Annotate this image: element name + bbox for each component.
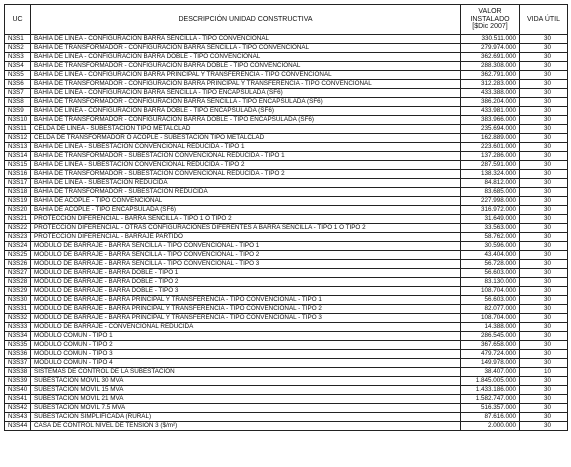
cell-uc: N3S15: [5, 161, 31, 170]
cell-descripcion: CELDA DE TRANSFORMADOR O ACOPLE - SUBESTACIÓN TIPO METALCLAD: [31, 134, 461, 143]
cell-valor-instalado: 227.998.000: [461, 197, 520, 206]
cell-vida-util: 30: [520, 215, 568, 224]
cell-descripcion: CASA DE CONTROL NIVEL DE TENSIÓN 3 ($/m²): [31, 422, 461, 431]
table-row: [5, 206, 568, 215]
cell-vida-util: 30: [520, 296, 568, 305]
cell-uc: N3S39: [5, 377, 31, 386]
cell-descripcion: MÓDULO COMÚN - TIPO 2: [31, 341, 461, 350]
cell-uc: N3S31: [5, 305, 31, 314]
cell-uc: N3S12: [5, 134, 31, 143]
cell-vida-util: 30: [520, 233, 568, 242]
table-row: [5, 197, 568, 206]
cell-descripcion: BAHÍA DE LÍNEA - CONFIGURACIÓN BARRA DOBLE - TIPO CONVENCIONAL: [31, 53, 461, 62]
cell-valor-instalado: 83.685.000: [461, 188, 520, 197]
cell-uc: N3S10: [5, 116, 31, 125]
cell-valor-instalado: 279.974.000: [461, 44, 520, 53]
cell-uc: N3S44: [5, 422, 31, 431]
cell-vida-util: 30: [520, 224, 568, 233]
cell-uc: N3S21: [5, 215, 31, 224]
cell-uc: N3S28: [5, 278, 31, 287]
cell-valor-instalado: 56.728.000: [461, 260, 520, 269]
cell-valor-instalado: 330.511.000: [461, 35, 520, 44]
table-row: [5, 125, 568, 134]
cell-valor-instalado: 288.308.000: [461, 62, 520, 71]
cell-descripcion: MÓDULO DE BARRAJE - BARRA DOBLE - TIPO 3: [31, 287, 461, 296]
table-row: [5, 350, 568, 359]
cell-vida-util: 30: [520, 314, 568, 323]
cell-descripcion: MÓDULO DE BARRAJE - BARRA PRINCIPAL Y TRANSFERENCIA - TIPO CONVENCIONAL - TIPO 1: [31, 296, 461, 305]
cell-descripcion: SUBESTACIÓN MÓVIL 15 MVA: [31, 386, 461, 395]
table-row: [5, 404, 568, 413]
table-row: [5, 386, 568, 395]
cell-valor-instalado: 56.603.000: [461, 296, 520, 305]
table-row: [5, 134, 568, 143]
cell-descripcion: PROTECCIÓN DIFERENCIAL - BARRA SENCILLA - TIPO 1 O TIPO 2: [31, 215, 461, 224]
table-row: [5, 314, 568, 323]
cell-valor-instalado: 1.845.005.000: [461, 377, 520, 386]
cell-vida-util: 30: [520, 89, 568, 98]
table-row: [5, 143, 568, 152]
cell-vida-util: 30: [520, 269, 568, 278]
cell-vida-util: 30: [520, 359, 568, 368]
cell-vida-util: 30: [520, 305, 568, 314]
cell-valor-instalado: 383.966.000: [461, 116, 520, 125]
cell-vida-util: 30: [520, 287, 568, 296]
cell-descripcion: BAHÍA DE LÍNEA - CONFIGURACIÓN BARRA PRINCIPAL Y TRANSFERENCIA - TIPO CONVENCIONAL: [31, 71, 461, 80]
cell-vida-util: 30: [520, 206, 568, 215]
table-row: [5, 215, 568, 224]
cell-descripcion: BAHÍA DE TRANSFORMADOR - CONFIGURACIÓN BARRA DOBLE - TIPO ENCAPSULADA (SF6): [31, 116, 461, 125]
cell-uc: N3S33: [5, 323, 31, 332]
cell-valor-instalado: 362.691.000: [461, 53, 520, 62]
cell-uc: N3S4: [5, 62, 31, 71]
cell-vida-util: 30: [520, 152, 568, 161]
cell-valor-instalado: 38.407.000: [461, 368, 520, 377]
cell-valor-instalado: 14.388.000: [461, 323, 520, 332]
cell-descripcion: BAHÍA DE LÍNEA - SUBESTACIÓN CONVENCIONAL REDUCIDA - TIPO 1: [31, 143, 461, 152]
table-row: [5, 377, 568, 386]
cell-descripcion: BAHÍA DE TRANSFORMADOR - CONFIGURACIÓN BARRA DOBLE - TIPO CONVENCIONAL: [31, 62, 461, 71]
table-row: [5, 395, 568, 404]
cell-descripcion: MÓDULO DE BARRAJE - BARRA SENCILLA - TIPO CONVENCIONAL - TIPO 1: [31, 242, 461, 251]
cell-valor-instalado: 137.286.000: [461, 152, 520, 161]
cell-valor-instalado: 108.704.000: [461, 287, 520, 296]
cell-vida-util: 10: [520, 368, 568, 377]
cell-uc: N3S36: [5, 350, 31, 359]
table-row: [5, 62, 568, 71]
cell-vida-util: 30: [520, 62, 568, 71]
cell-descripcion: SUBESTACIÓN MÓVIL 21 MVA: [31, 395, 461, 404]
cell-descripcion: BAHÍA DE TRANSFORMADOR - CONFIGURACIÓN BARRA SENCILLA - TIPO CONVENCIONAL: [31, 44, 461, 53]
cell-valor-instalado: 56.603.000: [461, 269, 520, 278]
cell-valor-instalado: 386.204.000: [461, 98, 520, 107]
table-row: [5, 233, 568, 242]
cell-uc: N3S35: [5, 341, 31, 350]
cell-vida-util: 30: [520, 143, 568, 152]
cell-descripcion: BAHÍA DE TRANSFORMADOR - SUBESTACIÓN CONVENCIONAL REDUCIDA - TIPO 1: [31, 152, 461, 161]
table-row: [5, 287, 568, 296]
cell-valor-instalado: 108.704.000: [461, 314, 520, 323]
cell-vida-util: 30: [520, 242, 568, 251]
cell-valor-instalado: 223.601.000: [461, 143, 520, 152]
cell-uc: N3S25: [5, 251, 31, 260]
table-row: [5, 269, 568, 278]
table-row: [5, 152, 568, 161]
cell-valor-instalado: 31.649.000: [461, 215, 520, 224]
header-vida-util: VIDA ÚTIL: [520, 5, 568, 35]
cell-valor-instalado: 33.563.000: [461, 224, 520, 233]
cell-vida-util: 30: [520, 116, 568, 125]
cell-descripcion: MÓDULO DE BARRAJE - BARRA PRINCIPAL Y TRANSFERENCIA - TIPO CONVENCIONAL - TIPO 2: [31, 305, 461, 314]
table-row: [5, 188, 568, 197]
cell-descripcion: MÓDULO DE BARRAJE - BARRA DOBLE - TIPO 2: [31, 278, 461, 287]
cell-uc: N3S17: [5, 179, 31, 188]
header-valor-line1: VALOR: [478, 8, 502, 16]
cell-uc: N3S2: [5, 44, 31, 53]
table-row: [5, 170, 568, 179]
cell-vida-util: 30: [520, 107, 568, 116]
cell-descripcion: MÓDULO COMÚN - TIPO 1: [31, 332, 461, 341]
cell-descripcion: BAHÍA DE TRANSFORMADOR - SUBESTACIÓN CONVENCIONAL REDUCIDA - TIPO 2: [31, 170, 461, 179]
cell-uc: N3S38: [5, 368, 31, 377]
cell-uc: N3S24: [5, 242, 31, 251]
cell-vida-util: 30: [520, 98, 568, 107]
table-row: [5, 359, 568, 368]
cell-vida-util: 30: [520, 404, 568, 413]
cell-uc: N3S5: [5, 71, 31, 80]
cell-descripcion: PROTECCIÓN DIFERENCIAL - OTRAS CONFIGURACIONES DIFERENTES A BARRA SENCILLA - TIPO 1 O TIPO 2: [31, 224, 461, 233]
cell-descripcion: SISTEMAS DE CONTROL DE LA SUBESTACIÓN: [31, 368, 461, 377]
table-row: [5, 251, 568, 260]
cell-descripcion: MÓDULO COMÚN - TIPO 3: [31, 350, 461, 359]
table-row: [5, 224, 568, 233]
header-valor-line3: [$Dic 2007]: [472, 23, 508, 31]
cell-uc: N3S19: [5, 197, 31, 206]
cell-vida-util: 30: [520, 170, 568, 179]
cell-valor-instalado: 149.978.000: [461, 359, 520, 368]
cell-valor-instalado: 82.077.000: [461, 305, 520, 314]
cell-vida-util: 30: [520, 332, 568, 341]
cell-valor-instalado: 1.582.747.000: [461, 395, 520, 404]
table-row: [5, 305, 568, 314]
cell-vida-util: 30: [520, 395, 568, 404]
cell-uc: N3S13: [5, 143, 31, 152]
cell-uc: N3S11: [5, 125, 31, 134]
cell-valor-instalado: 235.694.000: [461, 125, 520, 134]
cell-descripcion: BAHÍA DE TRANSFORMADOR - SUBESTACIÓN REDUCIDA: [31, 188, 461, 197]
cell-uc: N3S14: [5, 152, 31, 161]
cell-descripcion: PROTECCIÓN DIFERENCIAL - BARRAJE PARTIDO: [31, 233, 461, 242]
cell-descripcion: BAHÍA DE LÍNEA - CONFIGURACIÓN BARRA SENCILLA - TIPO CONVENCIONAL: [31, 35, 461, 44]
cell-valor-instalado: 83.130.000: [461, 278, 520, 287]
cell-descripcion: MÓDULO DE BARRAJE - BARRA SENCILLA - TIPO CONVENCIONAL - TIPO 2: [31, 251, 461, 260]
cell-valor-instalado: 312.283.000: [461, 80, 520, 89]
cell-vida-util: 30: [520, 350, 568, 359]
table-row: [5, 413, 568, 422]
cell-uc: N3S7: [5, 89, 31, 98]
cell-valor-instalado: 162.889.000: [461, 134, 520, 143]
cell-vida-util: 30: [520, 179, 568, 188]
cell-valor-instalado: 1.433.186.000: [461, 386, 520, 395]
cell-descripcion: MÓDULO COMÚN - TIPO 4: [31, 359, 461, 368]
cell-descripcion: BAHÍA DE TRANSFORMADOR - CONFIGURACIÓN BARRA PRINCIPAL Y TRANSFERENCIA - TIPO CONVENCIONAL: [31, 80, 461, 89]
table-row: [5, 368, 568, 377]
cell-uc: N3S43: [5, 413, 31, 422]
table-row: [5, 323, 568, 332]
cell-descripcion: MÓDULO DE BARRAJE - BARRA DOBLE - TIPO 1: [31, 269, 461, 278]
cell-vida-util: 30: [520, 71, 568, 80]
cell-vida-util: 30: [520, 188, 568, 197]
cell-vida-util: 30: [520, 341, 568, 350]
cell-uc: N3S20: [5, 206, 31, 215]
table-row: [5, 53, 568, 62]
table-row: [5, 71, 568, 80]
cell-uc: N3S6: [5, 80, 31, 89]
cell-uc: N3S37: [5, 359, 31, 368]
cell-vida-util: 30: [520, 377, 568, 386]
cell-descripcion: BAHÍA DE ACOPLE - TIPO CONVENCIONAL: [31, 197, 461, 206]
table-row: [5, 422, 568, 431]
cell-vida-util: 30: [520, 260, 568, 269]
cell-uc: N3S27: [5, 269, 31, 278]
cell-uc: N3S16: [5, 170, 31, 179]
header-descripcion: DESCRIPCIÓN UNIDAD CONSTRUCTIVA: [31, 5, 461, 35]
table-row: [5, 260, 568, 269]
cell-valor-instalado: 367.658.000: [461, 341, 520, 350]
cell-descripcion: MÓDULO DE BARRAJE - CONVENCIONAL REDUCIDA: [31, 323, 461, 332]
cell-uc: N3S32: [5, 314, 31, 323]
cell-uc: N3S9: [5, 107, 31, 116]
table-row: [5, 107, 568, 116]
uc-table-sheet: [4, 4, 567, 431]
cell-descripcion: BAHÍA DE LÍNEA - CONFIGURACIÓN BARRA DOBLE - TIPO ENCAPSULADA (SF6): [31, 107, 461, 116]
cell-uc: N3S1: [5, 35, 31, 44]
cell-vida-util: 30: [520, 80, 568, 89]
table-row: [5, 116, 568, 125]
cell-vida-util: 30: [520, 134, 568, 143]
table-row: [5, 179, 568, 188]
cell-vida-util: 30: [520, 422, 568, 431]
table-row: [5, 296, 568, 305]
cell-uc: N3S40: [5, 386, 31, 395]
cell-valor-instalado: 479.724.000: [461, 350, 520, 359]
cell-descripcion: MÓDULO DE BARRAJE - BARRA PRINCIPAL Y TRANSFERENCIA - TIPO CONVENCIONAL - TIPO 3: [31, 314, 461, 323]
cell-valor-instalado: 516.357.000: [461, 404, 520, 413]
header-uc: UC: [5, 5, 31, 35]
cell-descripcion: BAHÍA DE LÍNEA - SUBESTACIÓN CONVENCIONAL REDUCIDA - TIPO 2: [31, 161, 461, 170]
cell-descripcion: SUBESTACIÓN MÓVIL 30 MVA: [31, 377, 461, 386]
cell-valor-instalado: 138.324.000: [461, 170, 520, 179]
cell-descripcion: BAHÍA DE ACOPLE - TIPO ENCAPSULADA (SF6): [31, 206, 461, 215]
cell-descripcion: MÓDULO DE BARRAJE - BARRA SENCILLA - TIPO CONVENCIONAL - TIPO 3: [31, 260, 461, 269]
table-row: [5, 341, 568, 350]
cell-uc: N3S18: [5, 188, 31, 197]
table-header-row: [5, 5, 568, 35]
cell-descripcion: SUBESTACIÓN MÓVIL 7.5 MVA: [31, 404, 461, 413]
table-row: [5, 242, 568, 251]
cell-vida-util: 30: [520, 53, 568, 62]
table-row: [5, 80, 568, 89]
header-valor: [461, 5, 520, 35]
cell-vida-util: 30: [520, 35, 568, 44]
table-row: [5, 44, 568, 53]
table-row: [5, 89, 568, 98]
cell-descripcion: BAHÍA DE LÍNEA - CONFIGURACIÓN BARRA SENCILLA - TIPO ENCAPSULADA (SF6): [31, 89, 461, 98]
cell-uc: N3S41: [5, 395, 31, 404]
cell-vida-util: 30: [520, 386, 568, 395]
cell-valor-instalado: 433.981.000: [461, 107, 520, 116]
cell-descripcion: BAHÍA DE TRANSFORMADOR - CONFIGURACIÓN BARRA SENCILLA - TIPO ENCAPSULADA (SF6): [31, 98, 461, 107]
cell-vida-util: 30: [520, 197, 568, 206]
cell-vida-util: 30: [520, 44, 568, 53]
cell-uc: N3S26: [5, 260, 31, 269]
table-body: [5, 35, 568, 431]
cell-descripcion: CELDA DE LÍNEA - SUBESTACIÓN TIPO METALCLAD: [31, 125, 461, 134]
cell-valor-instalado: 2.000.000: [461, 422, 520, 431]
cell-vida-util: 30: [520, 125, 568, 134]
cell-vida-util: 30: [520, 413, 568, 422]
table-row: [5, 332, 568, 341]
table-row: [5, 278, 568, 287]
cell-valor-instalado: 433.388.000: [461, 89, 520, 98]
cell-uc: N3S42: [5, 404, 31, 413]
cell-uc: N3S30: [5, 296, 31, 305]
cell-uc: N3S22: [5, 224, 31, 233]
cell-valor-instalado: 84.812.000: [461, 179, 520, 188]
table-row: [5, 161, 568, 170]
cell-uc: N3S34: [5, 332, 31, 341]
uc-table: [4, 4, 568, 431]
cell-valor-instalado: 316.972.000: [461, 206, 520, 215]
cell-uc: N3S23: [5, 233, 31, 242]
cell-vida-util: 30: [520, 323, 568, 332]
cell-descripcion: SUBESTACIÓN SIMPLIFICADA (RURAL): [31, 413, 461, 422]
header-valor-line2: INSTALADO: [470, 15, 510, 23]
cell-vida-util: 30: [520, 278, 568, 287]
cell-descripcion: BAHÍA DE LÍNEA - SUBESTACIÓN REDUCIDA: [31, 179, 461, 188]
cell-valor-instalado: 43.404.000: [461, 251, 520, 260]
table-row: [5, 98, 568, 107]
cell-valor-instalado: 286.545.000: [461, 332, 520, 341]
table-row: [5, 35, 568, 44]
cell-valor-instalado: 362.791.000: [461, 71, 520, 80]
cell-vida-util: 30: [520, 161, 568, 170]
cell-uc: N3S8: [5, 98, 31, 107]
cell-valor-instalado: 30.596.000: [461, 242, 520, 251]
cell-valor-instalado: 58.762.000: [461, 233, 520, 242]
cell-valor-instalado: 87.616.000: [461, 413, 520, 422]
cell-uc: N3S3: [5, 53, 31, 62]
cell-vida-util: 30: [520, 251, 568, 260]
cell-uc: N3S29: [5, 287, 31, 296]
cell-valor-instalado: 287.591.000: [461, 161, 520, 170]
